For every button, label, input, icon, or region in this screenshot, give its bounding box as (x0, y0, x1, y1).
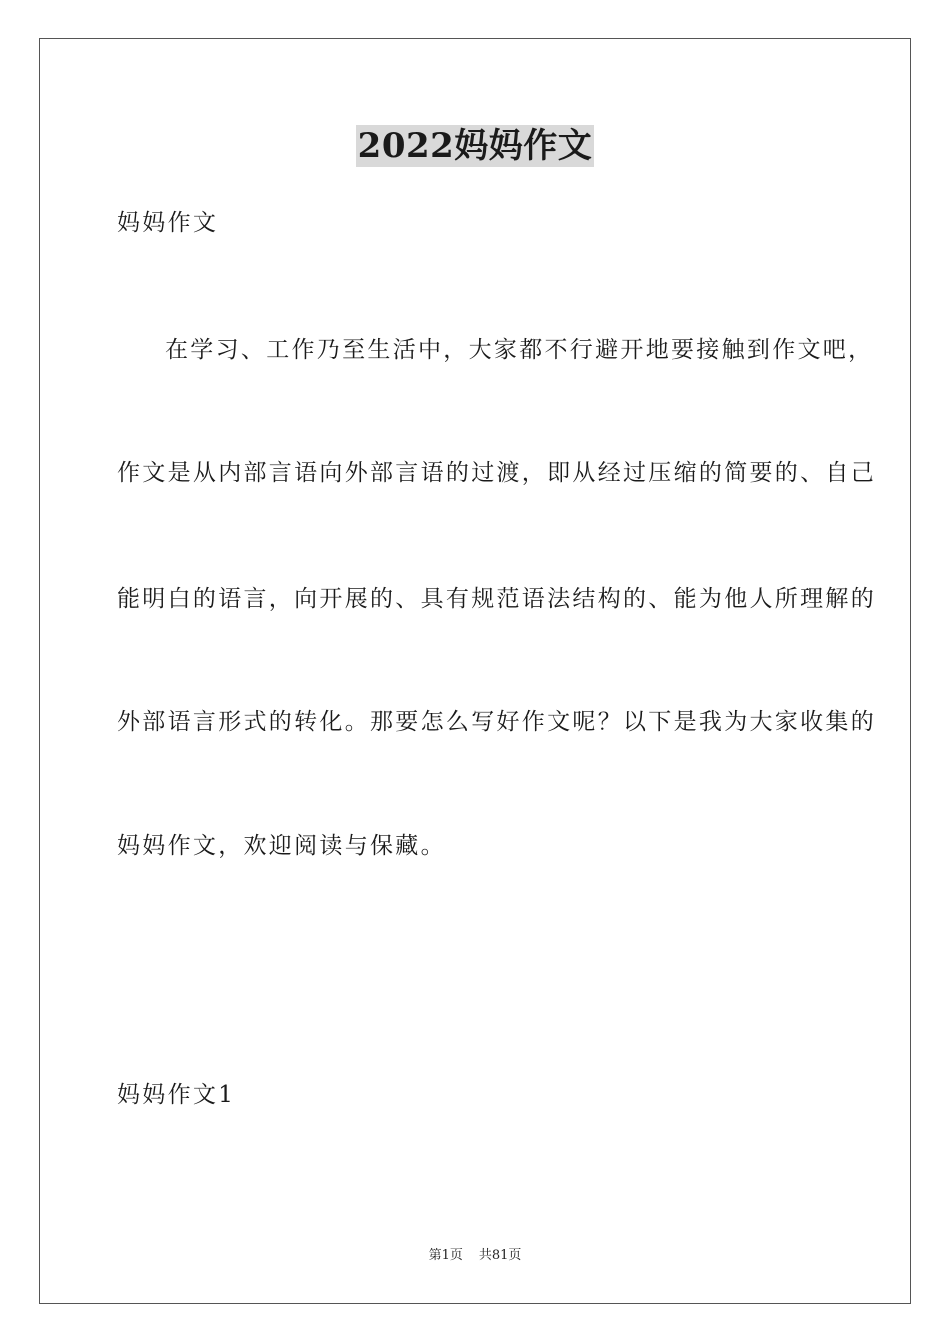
paragraph-line-3: 能明白的语言，向开展的、具有规范语法结构的、能为他人所理解的 (117, 586, 876, 612)
page-number: 第1页 (428, 1248, 463, 1263)
paragraph-line-1-text: 在学习、工作乃至生活中，大家都不行避开地要接触到作文吧， (165, 337, 874, 363)
page-total: 共81页 (478, 1248, 522, 1263)
paragraph-line-5: 妈妈作文，欢迎阅读与保藏。 (117, 833, 446, 859)
section-heading: 妈妈作文1 (117, 1082, 236, 1108)
paragraph-line-1 (117, 335, 873, 365)
document-subtitle: 妈妈作文 (117, 210, 219, 236)
title-container (0, 125, 950, 167)
document-title: 2022妈妈作文 (357, 126, 593, 166)
page-footer (0, 1247, 950, 1265)
paragraph-line-4: 外部语言形式的转化。那要怎么写好作文呢？以下是我为大家收集的 (117, 709, 876, 735)
paragraph-line-2: 作文是从内部言语向外部言语的过渡，即从经过压缩的简要的、自己 (117, 460, 876, 486)
